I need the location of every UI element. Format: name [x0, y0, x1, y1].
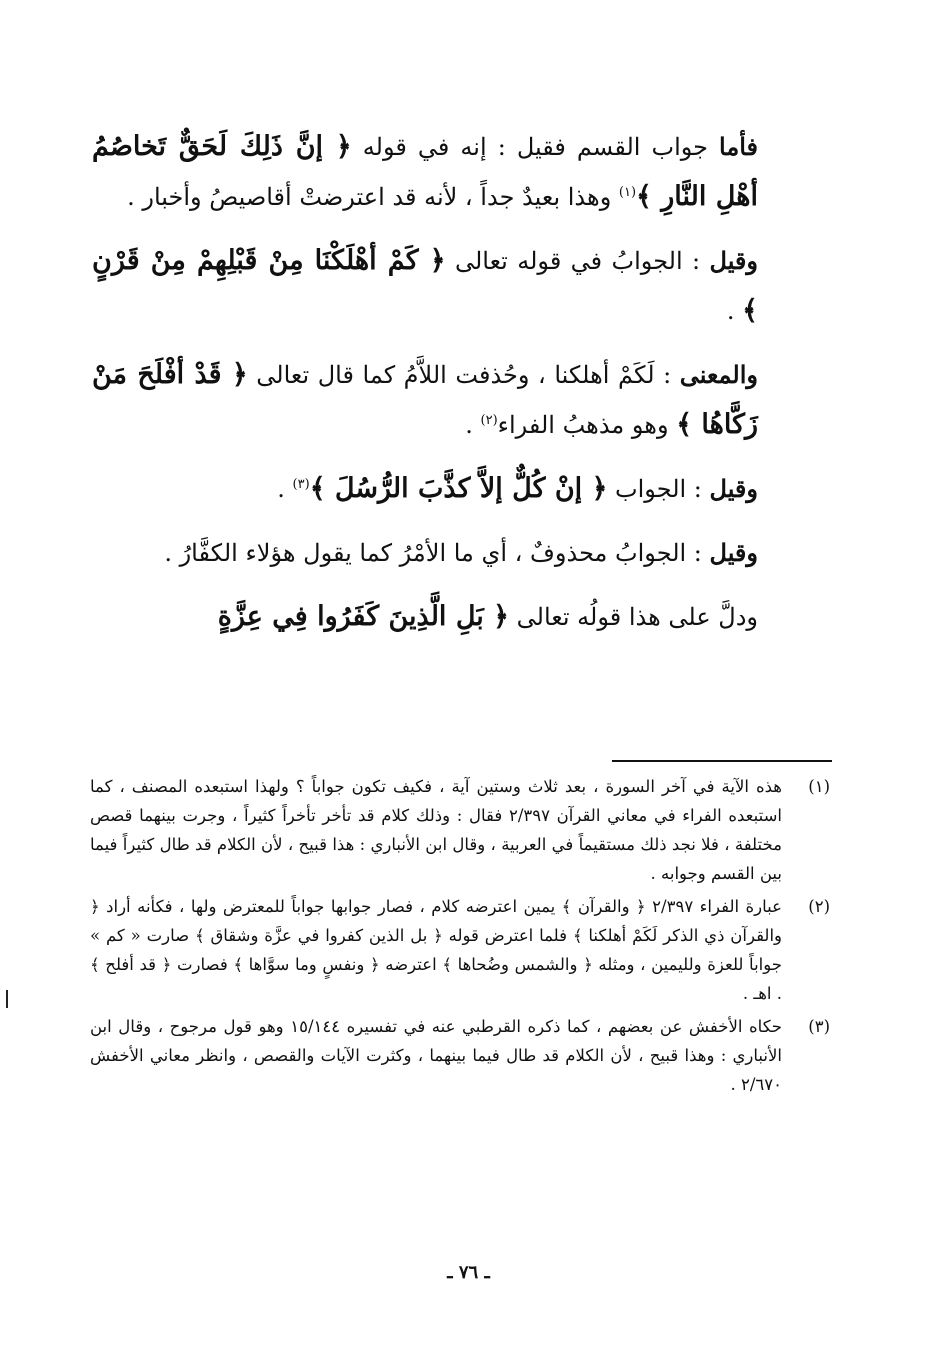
paragraph-answer-kam [92, 236, 758, 336]
paragraph-lead: فأما [719, 132, 758, 161]
paragraph-answer-in-kull [92, 464, 758, 514]
paragraph-text: . [726, 297, 743, 325]
footnote-separator [612, 760, 832, 762]
paragraph-text: : الجوابُ في قوله تعالى [445, 247, 710, 275]
paragraph-meaning [92, 350, 758, 450]
main-text-body [92, 122, 758, 656]
footnote-ref-3[interactable]: (٣) [292, 477, 310, 492]
footnote-1 [90, 772, 830, 888]
paragraph-lead: وقيل [709, 474, 758, 503]
footnote-2 [90, 892, 830, 1008]
quran-verse: ﴿ بَلِ الَّذِينَ كَفَرُوا فِي عِزَّةٍ [217, 601, 509, 632]
paragraph-answer-omitted [92, 528, 758, 578]
paragraph-text: : الجوابُ محذوفٌ ، أي ما الأمْرُ كما يقول هؤلاء الكفَّارُ . [164, 539, 710, 567]
paragraph-text: . [277, 475, 293, 503]
footnote-number: (١) [808, 777, 830, 796]
paragraph-text: : لَكَمْ أهلكنا ، وحُذفت اللاَّمُ كما قال تعالى [247, 361, 680, 389]
paragraph-text: وهذا بعيدٌ جداً ، لأنه قد اعترضتْ أقاصيصُ وأخبار . [127, 183, 619, 211]
paragraph-text: وهو مذهبُ الفراء [497, 411, 677, 439]
paragraph-lead: وقيل [709, 246, 758, 275]
paragraph-text: جواب القسم فقيل : إنه في قوله [351, 133, 720, 161]
footnote-text: هذه الآية في آخر السورة ، بعد ثلاث وستين آية ، فكيف تكون جواباً ؟ ولهذا استبعده المصنف ، كما استبعده الفراء في معاني القرآن ٢/٣٩٧ فقال : وذلك كلام قد تأخر تأخراً كثيراً ، وجرت بينهما قصص مختلفة ، فلا نجد ذلك مستقيماً في العربية ، وقال ابن الأنباري : هذا قبيح ، لأن الكلام قد طال كثيراً فيما بين القسم وجوابه . [90, 777, 783, 883]
paragraph-text: ودلَّ على هذا قولُه تعالى [509, 603, 758, 631]
quran-verse: ﴿ كَمْ أهْلَكْنَا مِنْ قَبْلِهِمْ مِنْ قَرْنٍ ﴾ [92, 245, 758, 326]
quran-verse: ﴿ إنْ كُلٌّ إلاَّ كذَّبَ الرُّسُلَ ﴾ [309, 473, 608, 504]
page-edge-mark [6, 990, 8, 1008]
footnote-text: عبارة الفراء ٢/٣٩٧ ﴿ والقرآن ﴾ يمين اعترضه كلام ، فصار جوابها جواباً للمعترض ولها ، فكأنه أراد ﴿ والقرآن ذي الذكر لَكَمْ أهلكنا ﴾ فلما اعترض قوله ﴿ بل الذين كفروا في عزَّة وشقاق ﴾ صارت « كم » جواباً للعزة ولليمين ، ومثله ﴿ والشمس وضُحاها ﴾ اعترضه ﴿ ونفسٍ وما سوَّاها ﴾ فصارت ﴿ قد أفلح ﴾ . اهـ . [90, 897, 783, 1003]
footnotes-section [90, 772, 830, 1103]
paragraph-evidence [92, 592, 758, 642]
paragraph-text: : الجواب [607, 475, 710, 503]
paragraph-lead: وقيل [709, 538, 758, 567]
paragraph-text: . [465, 411, 481, 439]
footnote-ref-2[interactable]: (٢) [480, 413, 498, 428]
footnote-number: (٢) [808, 897, 830, 916]
page-number: ـ ٧٦ ـ [447, 1262, 490, 1283]
footnote-3 [90, 1012, 830, 1099]
footnote-ref-1[interactable]: (١) [618, 185, 637, 200]
footnote-text: حكاه الأخفش عن بعضهم ، كما ذكره القرطبي عنه في تفسيره ١٥/١٤٤ وهو قول مرجوح ، وقال ابن الأنباري : وهذا قبيح ، لأن الكلام قد طال فيما بينهما ، وكثرت الآيات والقصص ، وانظر معاني الأخفش ٢/٦٧٠ . [90, 1017, 783, 1094]
paragraph-lead: والمعنى [679, 360, 759, 389]
quran-verse: ﴿ قَدْ أفْلَحَ مَنْ زَكَّاهُا ﴾ [92, 359, 758, 440]
footnote-number: (٣) [808, 1017, 830, 1036]
quran-verse: ﴿ إنَّ ذَلِكَ لَحَقٌّ تَخاصُمُ أهْلِ النَّارِ ﴾ [92, 131, 758, 212]
paragraph-answer-oath [92, 122, 758, 222]
